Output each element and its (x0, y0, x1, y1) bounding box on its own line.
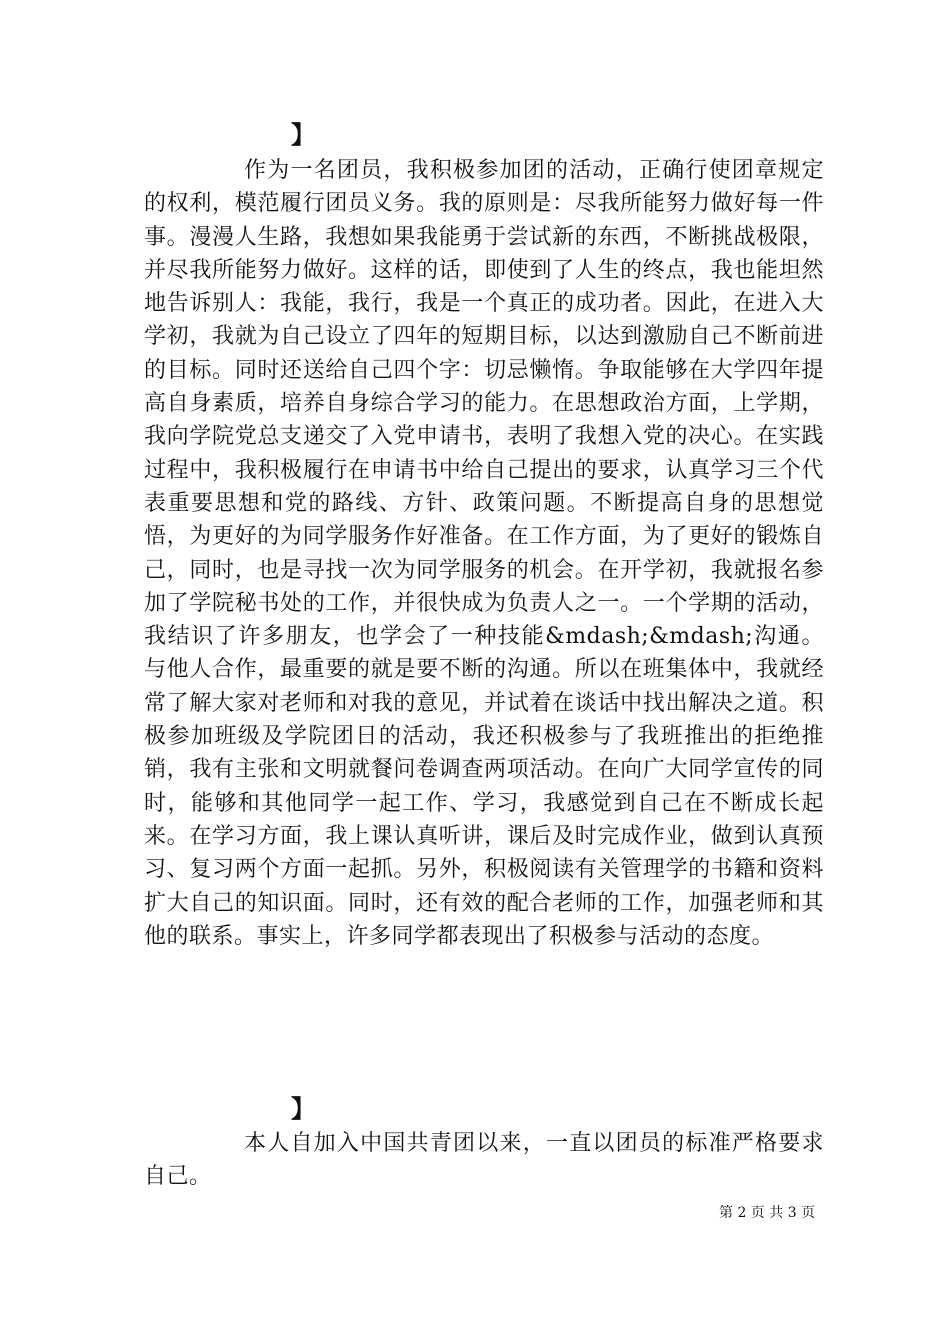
body-paragraph: 作为一名团员，我积极参加团的活动，正确行使团章规定的权利，模范履行团员义务。我的原则是：尽我所能努力做好每一件事。漫漫人生路，我想如果我能勇于尝试新的东西，不断挑战极限，并尽我所能努力做好。这样的话，即使到了人生的终点，我也能坦然地告诉别人：我能，我行，我是一个真正的成功者。因此，在进入大学初，我就为自己设立了四年的短期目标，以达到激励自己不断前进的目标。同时还送给自己四个字：切忌懒惰。争取能够在大学四年提高自身素质，培养自身综合学习的能力。在思想政治方面，上学期，我向学院党总支递交了入党申请书，表明了我想入党的决心。在实践过程中，我积极履行在申请书中给自己提出的要求，认真学习三个代表重要思想和党的路线、方针、政策问题。不断提高自身的思想觉悟，为更好的为同学服务作好准备。在工作方面，为了更好的锻炼自己，同时，也是寻找一次为同学服务的机会。在开学初，我就报名参加了学院秘书处的工作，并很快成为负责人之一。一个学期的活动，我结识了许多朋友，也学会了一种技能&mdash;&mdash;沟通。与他人合作，最重要的就是要不断的沟通。所以在班集体中，我就经常了解大家对老师和对我的意见，并试着在谈话中找出解决之道。积极参加班级及学院团日的活动，我还积极参与了我班推出的拒绝推销，我有主张和文明就餐问卷调查两项活动。在向广大同学宣传的同时，能够和其他同学一起工作、学习，我感觉到自己在不断成长起来。在学习方面，我上课认真听讲，课后及时完成作业，做到认真预习、复习两个方面一起抓。另外，积极阅读有关管理学的书籍和资料扩大自己的知识面。同时，还有效的配合老师的工作，加强老师和其他的联系。事实上，许多同学都表现出了积极参与活动的态度。 (144, 158, 824, 949)
page-number-footer: 第 2 页 共 3 页 (719, 1205, 816, 1221)
section-heading-bracket: 】 (291, 1094, 315, 1123)
body-paragraph: 本人自加入中国共青团以来，一直以团员的标准严格要求自己。 (144, 1131, 824, 1190)
section-heading-bracket: 】 (291, 120, 315, 149)
